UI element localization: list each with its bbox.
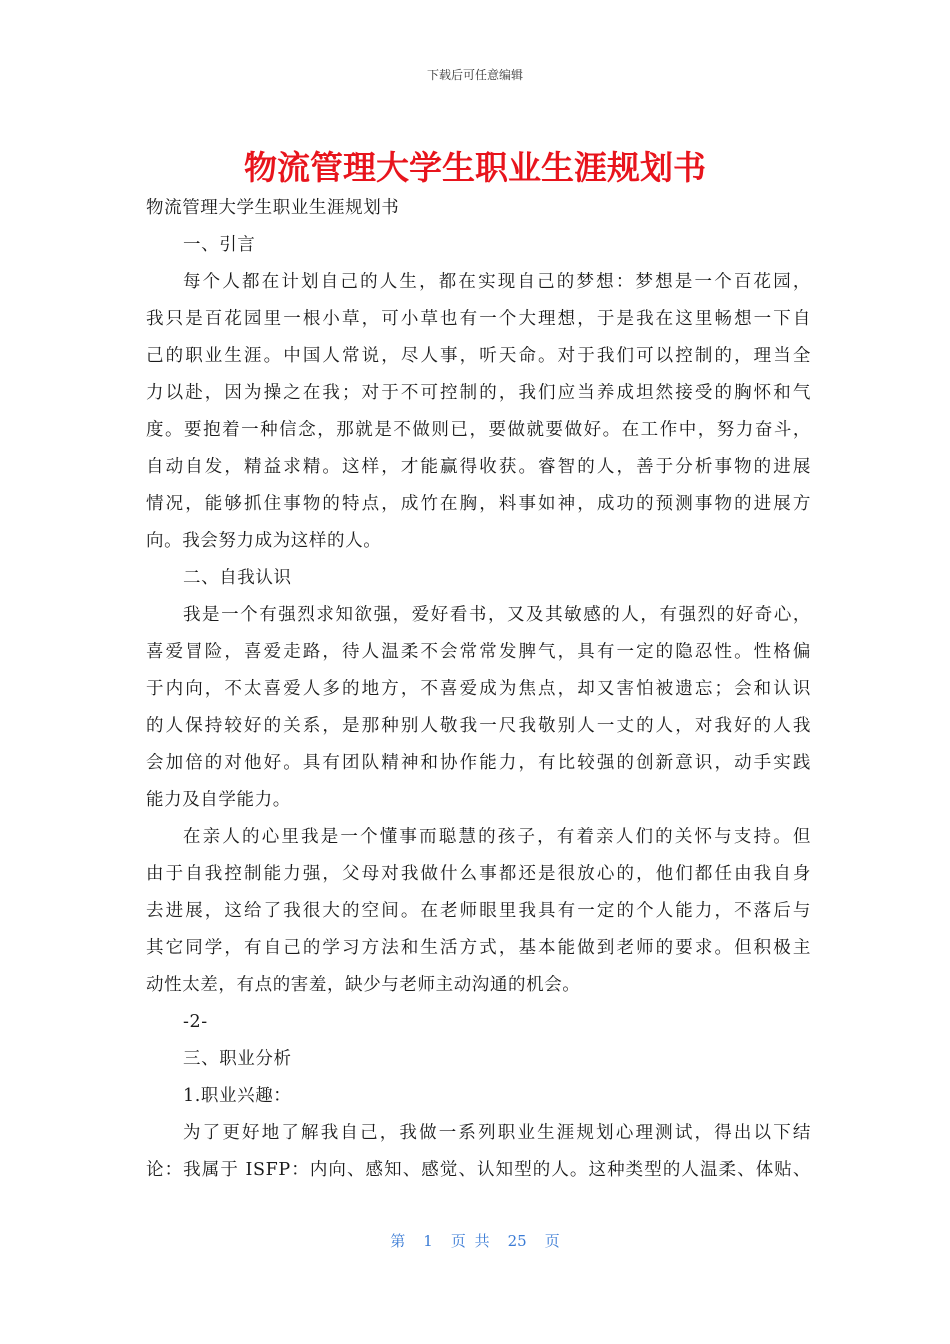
body-line: 会加倍的对他好。具有团队精神和协作能力，有比较强的创新意识，动手实践 xyxy=(146,753,811,773)
body-line: 1.职业兴趣： xyxy=(183,1086,292,1106)
body-line: 己的职业生涯。中国人常说，尽人事，听天命。对于我们可以控制的，理当全 xyxy=(146,346,811,366)
document-title: 物流管理大学生职业生涯规划书 xyxy=(244,148,706,187)
body-line: 二、自我认识 xyxy=(183,568,292,588)
body-line: 自动自发，精益求精。这样，才能赢得收获。睿智的人，善于分析事物的进展 xyxy=(146,457,811,477)
body-line: 我只是百花园里一根小草，可小草也有一个大理想，于是我在这里畅想一下自 xyxy=(146,309,811,329)
body-line: 每个人都在计划自己的人生，都在实现自己的梦想：梦想是一个百花园， xyxy=(183,272,811,292)
footer-label-end: 页 xyxy=(544,1232,560,1250)
body-line: 动性太差，有点的害羞，缺少与老师主动沟通的机会。 xyxy=(146,975,581,995)
body-line: 为了更好地了解我自己，我做一系列职业生涯规划心理测试，得出以下结 xyxy=(183,1123,811,1143)
body-line: 三、职业分析 xyxy=(183,1049,292,1069)
body-line: 于内向，不太喜爱人多的地方，不喜爱成为焦点，却又害怕被遗忘；会和认识 xyxy=(146,679,811,699)
body-line: 我是一个有强烈求知欲强，爱好看书，又及其敏感的人，有强烈的好奇心， xyxy=(183,605,811,625)
footer-label-page: 第 xyxy=(390,1232,406,1250)
body-line: 去进展，这给了我很大的空间。在老师眼里我具有一定的个人能力，不落后与 xyxy=(146,901,811,921)
body-line: 度。要抱着一种信念，那就是不做则已，要做就要做好。在工作中，努力奋斗， xyxy=(146,420,811,440)
body-line: 其它同学，有自己的学习方法和生活方式，基本能做到老师的要求。但积极主 xyxy=(146,938,811,958)
body-line: 喜爱冒险，喜爱走路，待人温柔不会常常发脾气，具有一定的隐忍性。性格偏 xyxy=(146,642,811,662)
body-line: 向。我会努力成为这样的人。 xyxy=(146,531,382,551)
body-line: 由于自我控制能力强，父母对我做什么事都还是很放心的，他们都任由我自身 xyxy=(146,864,811,884)
footer-total-pages: 25 xyxy=(507,1232,527,1250)
body-line: -2- xyxy=(183,1012,208,1032)
body-line: 能力及自学能力。 xyxy=(146,790,291,810)
body-line: 情况，能够抓住事物的特点，成竹在胸，料事如神，成功的预测事物的进展方 xyxy=(146,494,811,514)
header-note: 下载后可任意编辑 xyxy=(426,68,523,82)
page-footer xyxy=(0,1230,950,1251)
body-line: 在亲人的心里我是一个懂事而聪慧的孩子，有着亲人们的关怀与支持。但 xyxy=(183,827,811,847)
body-line: 的人保持较好的关系，是那种别人敬我一尺我敬别人一丈的人，对我好的人我 xyxy=(146,716,811,736)
footer-current-page: 1 xyxy=(423,1232,433,1250)
footer-label-total: 页 共 xyxy=(450,1232,490,1250)
body-line: 物流管理大学生职业生涯规划书 xyxy=(146,198,400,218)
document-body xyxy=(146,190,811,1189)
body-line: 一、引言 xyxy=(183,235,256,255)
body-line: 论：我属于 ISFP：内向、感知、感觉、认知型的人。这种类型的人温柔、体贴、 xyxy=(146,1160,811,1180)
body-line: 力以赴，因为操之在我；对于不可控制的，我们应当养成坦然接受的胸怀和气 xyxy=(146,383,811,403)
